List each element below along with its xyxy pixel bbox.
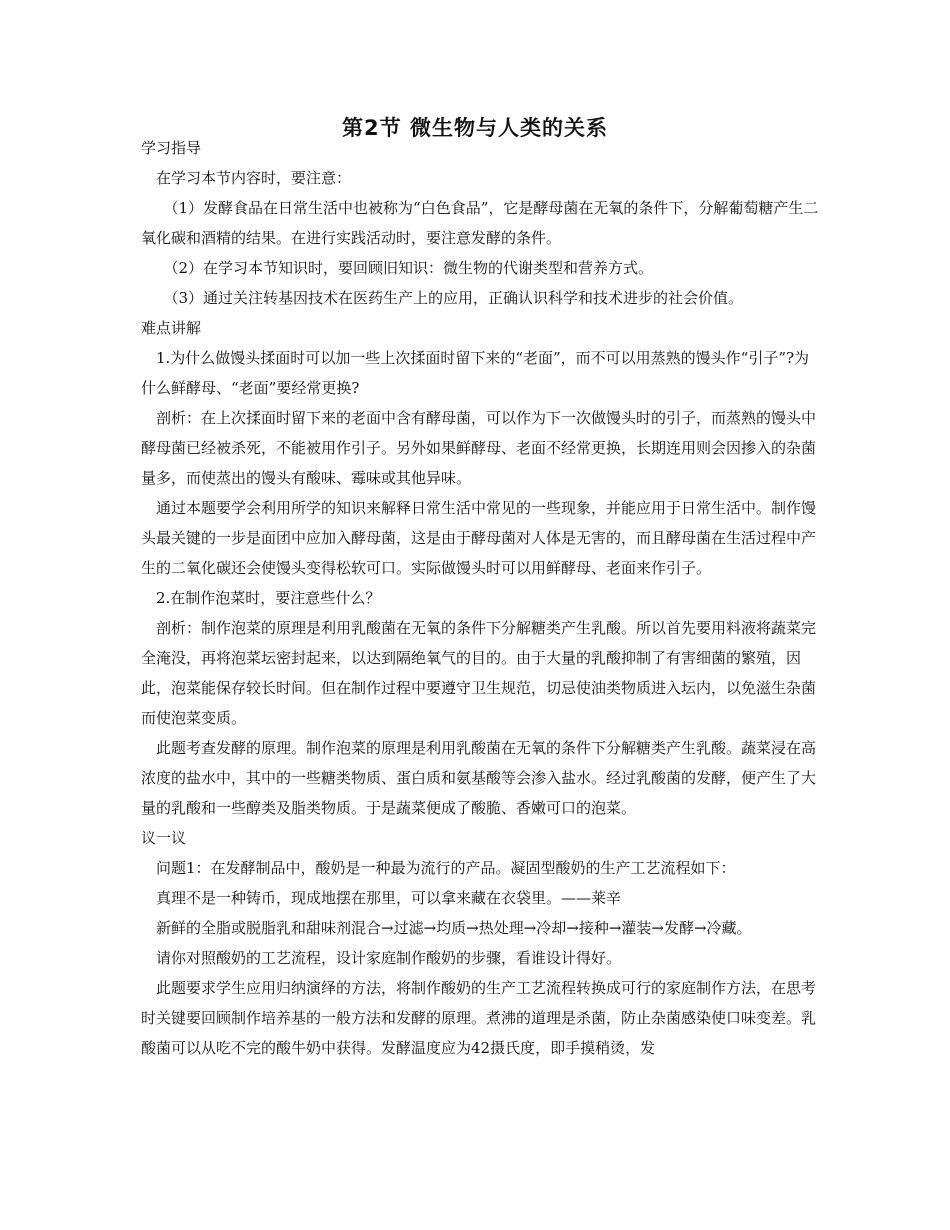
paragraph: 此题考查发酵的原理。制作泡菜的原理是利用乳酸菌在无氧的条件下分解糖类产生乳酸。蔬菜浸在高浓度的盐水中，其中的一些糖类物质、蛋白质和氨基酸等会渗入盐水。经过乳酸菌的发酵，便产生了大量的乳酸和一些醇类及脂类物质。于是蔬菜便成了酸脆、香嫩可口的泡菜。 <box>141 739 817 817</box>
section-heading: 学习指导 <box>141 139 202 157</box>
paragraph: 此题要求学生应用归纳演绎的方法，将制作酸奶的生产工艺流程转换成可行的家庭制作方法，在思考时关键要回顾制作培养基的一般方法和发酵的原理。煮沸的道理是杀菌，防止杂菌感染使口味变差。乳酸菌可以从吃不完的酸牛奶中获得。发酵温度应为42摄氏度，即手摸稍烫，发 <box>141 979 817 1057</box>
process-flow-paragraph: 新鲜的全脂或脱脂乳和甜味剂混合→过滤→均质→热处理→冷却→接种→灌装→发酵→冷藏。 <box>156 919 752 937</box>
paragraph: 请你对照酸奶的工艺流程，设计家庭制作酸奶的步骤，看谁设计得好。 <box>156 949 622 967</box>
paragraph: 剖析：制作泡菜的原理是利用乳酸菌在无氧的条件下分解糖类产生乳酸。所以首先要用料液将蔬菜完全淹没，再将泡菜坛密封起来，以达到隔绝氧气的目的。由于大量的乳酸抑制了有害细菌的繁殖，因此，泡菜能保存较长时间。但在制作过程中要遵守卫生规范，切忌使油类物质进入坛内，以免滋生杂菌而使泡菜变质。 <box>141 619 817 727</box>
document-body <box>141 133 821 1063</box>
paragraph: 剖析：在上次揉面时留下来的老面中含有酵母菌，可以作为下一次做馒头时的引子，而蒸熟的馒头中酵母菌已经被杀死，不能被用作引子。另外如果鲜酵母、老面不经常更换，长期连用则会因掺入的杂菌量多，而使蒸出的馒头有酸味、霉味或其他异味。 <box>141 409 817 487</box>
question-paragraph: 问题1：在发酵制品中，酸奶是一种最为流行的产品。凝固型酸奶的生产工艺流程如下： <box>156 859 736 877</box>
paragraph: 通过本题要学会利用所学的知识来解释日常生活中常见的一些现象，并能应用于日常生活中。制作馒头最关键的一步是面团中应加入酵母菌，这是由于酵母菌对人体是无害的，而且酵母菌在生活过程中产生的二氧化碳还会使馒头变得松软可口。实际做馒头时可以用鲜酵母、老面来作引子。 <box>141 499 817 577</box>
section-heading: 难点讲解 <box>141 319 202 337</box>
quote-paragraph: 真理不是一种铸币，现成地摆在那里，可以拿来藏在衣袋里。——莱辛 <box>156 889 622 907</box>
paragraph: （1）发酵食品在日常生活中也被称为“白色食品”，它是酵母菌在无氧的条件下，分解葡萄糖产生二氧化碳和酒精的结果。在进行实践活动时，要注意发酵的条件。 <box>141 199 819 247</box>
question-paragraph: 1.为什么做馒头揉面时可以加一些上次揉面时留下来的“老面”，而不可以用蒸熟的馒头作“引子”?为什么鲜酵母、“老面”要经常更换? <box>141 349 810 397</box>
paragraph: （3）通过关注转基因技术在医药生产上的应用，正确认识科学和技术进步的社会价值。 <box>163 289 744 307</box>
section-heading: 议一议 <box>141 829 187 847</box>
paragraph: 在学习本节内容时，要注意： <box>156 169 352 187</box>
question-paragraph: 2.在制作泡菜时，要注意些什么？ <box>156 589 381 607</box>
page-title: 第2节 微生物与人类的关系 <box>342 116 608 140</box>
paragraph: （2）在学习本节知识时，要回顾旧知识：微生物的代谢类型和营养方式。 <box>163 259 654 277</box>
